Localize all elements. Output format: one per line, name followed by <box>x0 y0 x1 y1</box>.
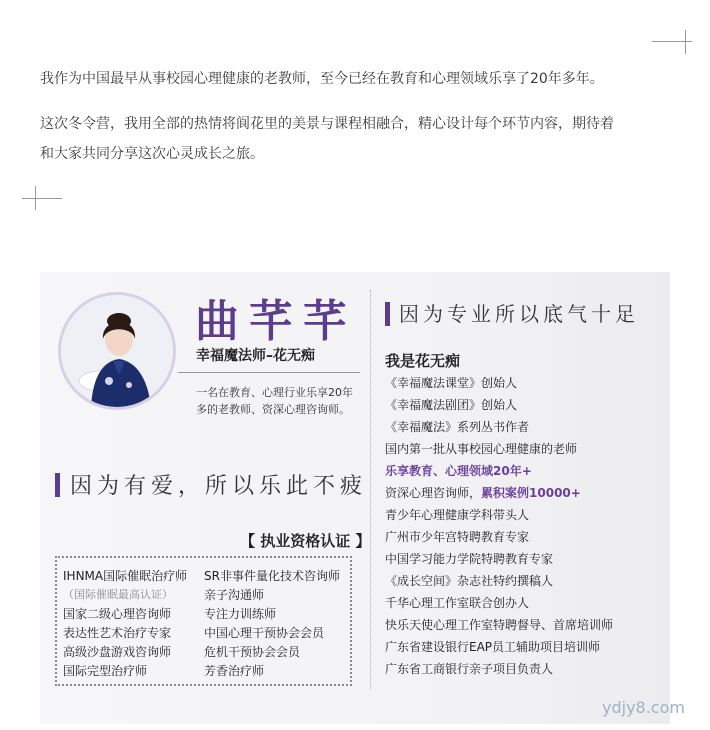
bio-line-1: 一名在教育、心理行业乐享20年 <box>196 386 353 399</box>
credential-left-4: 表达性艺术治疗专家 <box>63 626 172 640</box>
credential-right-3: 专注力训练师 <box>204 607 277 621</box>
credential-right-6: 芳香治疗师 <box>204 664 265 678</box>
portrait-illustration <box>61 295 173 407</box>
about-line-8: 广州市少年宫特聘教育专家 <box>385 530 530 544</box>
profile-bio <box>196 384 353 418</box>
about-line-14: 广东省工商银行亲子项目负责人 <box>385 662 554 676</box>
about-line-4: 国内第一批从事校园心理健康的老师 <box>385 442 578 456</box>
slogan-left-accent-bar <box>55 473 60 497</box>
intro-paragraph-2-line-1: 这次冬令营，我用全部的热情将阆花里的美景与课程相融合，精心设计每个环节内容，期待着 <box>40 116 614 132</box>
about-line-10: 《成长空间》杂志社特约撰稿人 <box>385 574 554 588</box>
about-line-13: 广东省建设银行EAP员工辅助项目培训师 <box>385 640 601 654</box>
credential-left-6: 国际完型治疗师 <box>63 664 148 678</box>
about-line-6 <box>385 484 581 501</box>
crop-mark-left-h <box>22 198 62 199</box>
credentials-heading: 【 执业资格认证 】 <box>240 532 371 550</box>
credential-left-3: 国家二级心理咨询师 <box>63 607 172 621</box>
about-line-1: 《幸福魔法课堂》创始人 <box>385 376 518 390</box>
profile-subtitle: 幸福魔法师–花无痴 <box>196 348 315 364</box>
bio-line-2: 多的老教师、资深心理咨询师。 <box>196 403 350 416</box>
credential-right-1: SR非事件量化技术咨询师 <box>204 569 340 583</box>
credential-left-1: IHNMA国际催眠治疗师 <box>63 569 188 583</box>
about-line-9: 中国学习能力学院特聘教育专家 <box>385 552 554 566</box>
about-line-2: 《幸福魔法剧团》创始人 <box>385 398 518 412</box>
slogan-right: 因为专业所以底气十足 <box>399 302 639 326</box>
about-line-7: 青少年心理健康学科带头人 <box>385 508 530 522</box>
credential-right-5: 危机干预协会会员 <box>204 645 301 659</box>
slogan-right-accent-bar <box>385 302 390 326</box>
about-line-3: 《幸福魔法》系列丛书作者 <box>385 420 530 434</box>
column-divider <box>370 290 371 690</box>
intro-paragraph-2-line-2: 和大家共同分享这次心灵成长之旅。 <box>40 146 264 162</box>
profile-photo <box>58 292 176 410</box>
credential-left-2: （国际催眠最高认证） <box>63 588 173 601</box>
about-line-5: 乐享教育、心理领域20年+ <box>385 464 532 478</box>
subtitle-divider <box>178 372 360 373</box>
profile-name: 曲芊芊 <box>195 296 357 347</box>
credential-right-2: 亲子沟通师 <box>204 588 265 602</box>
site-watermark: ydjy8.com <box>602 698 685 717</box>
crop-mark-top-right-h <box>652 41 692 42</box>
about-line-11: 千华心理工作室联合创办人 <box>385 596 530 610</box>
credential-right-4: 中国心理干预协会会员 <box>204 626 325 640</box>
about-line-6-text: 资深心理咨询师， <box>385 486 482 500</box>
about-line-12: 快乐天使心理工作室特聘督导、首席培训师 <box>385 618 614 632</box>
intro-paragraph-1: 我作为中国最早从事校园心理健康的老教师，至今已经在教育和心理领域乐享了20年多年。 <box>40 71 604 87</box>
crop-mark-left-v <box>35 186 36 210</box>
about-line-6-highlight: 累积案例10000+ <box>481 486 581 500</box>
crop-mark-top-right-v <box>685 30 686 54</box>
credential-left-5: 高级沙盘游戏咨询师 <box>63 645 172 659</box>
slogan-left: 因为有爱，所以乐此不疲 <box>70 474 368 499</box>
about-heading: 我是花无痴 <box>385 352 461 370</box>
